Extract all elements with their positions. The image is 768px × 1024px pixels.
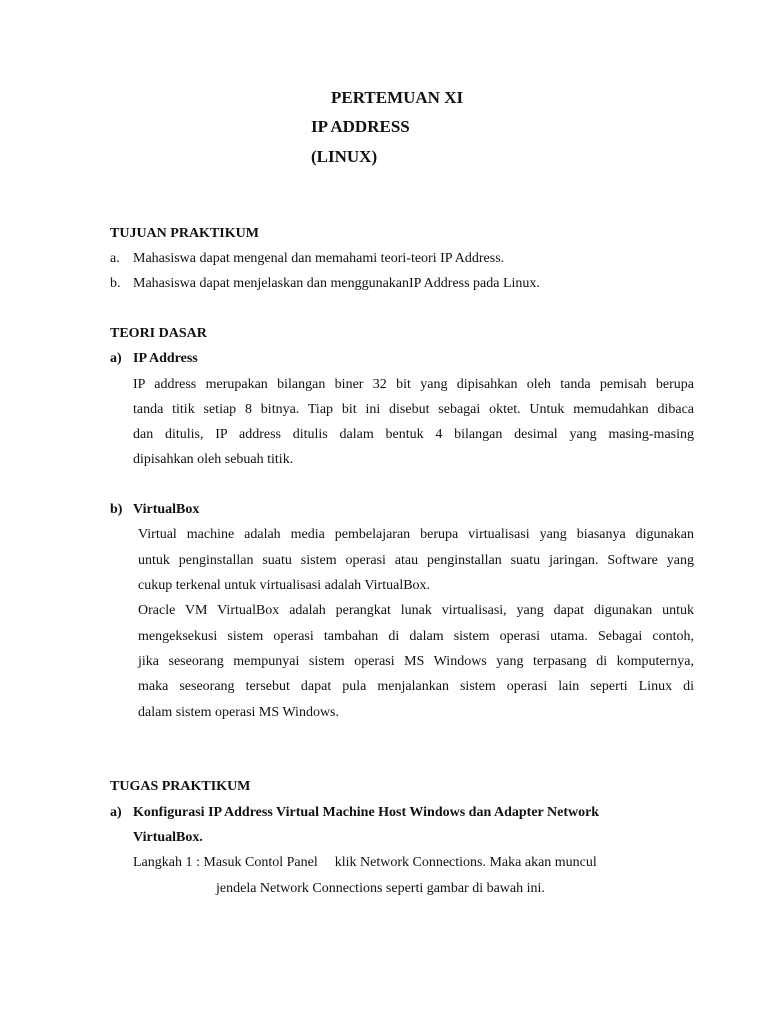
ip-address-paragraph-line: tanda titik setiap 8 bitnya. Tiap bit ini disebut sebagai oktet. Untuk memudahkan dibaca <box>133 402 694 417</box>
tujuan-heading: TUJUAN PRAKTIKUM <box>110 226 259 241</box>
tujuan-item-a-text: Mahasiswa dapat mengenal dan memahami teori-teori IP Address. <box>133 251 505 266</box>
virtualbox-paragraph-line: Oracle VM VirtualBox adalah perangkat lunak virtualisasi, yang dapat digunakan untuk <box>138 603 694 618</box>
ip-address-paragraph-line: IP address merupakan bilangan biner 32 bit yang dipisahkan oleh tanda pemisah berupa <box>133 377 694 392</box>
ip-address-paragraph-line: dan ditulis, IP address ditulis dalam bentuk 4 bilangan desimal yang masing-masing <box>133 427 694 442</box>
tujuan-item-b-marker: b. <box>110 276 121 291</box>
tugas-item-a-title-line-1: Konfigurasi IP Address Virtual Machine Host Windows dan Adapter Network <box>133 805 600 820</box>
langkah-1-text-before: Masuk Contol Panel <box>203 855 322 870</box>
langkah-1-line-2: jendela Network Connections seperti gambar di bawah ini. <box>216 881 545 896</box>
langkah-1-separator: : <box>192 855 204 870</box>
langkah-1-text-after: klik Network Connections. Maka akan muncul <box>331 855 597 870</box>
tujuan-item-b-text: Mahasiswa dapat menjelaskan dan menggunakanIP Address pada Linux. <box>133 276 540 291</box>
virtualbox-paragraph-line: jika seseorang mempunyai sistem operasi MS Windows yang terpasang di komputernya, <box>138 654 694 669</box>
virtualbox-paragraph-line: Virtual machine adalah media pembelajaran berupa virtualisasi yang biasanya digunakan <box>138 527 694 542</box>
tugas-item-a-title-line-2: VirtualBox. <box>133 830 203 845</box>
ip-address-title: IP Address <box>133 351 198 366</box>
virtualbox-paragraph-line: maka seseorang tersebut dapat pula menjalankan sistem operasi lain seperti Linux di <box>138 679 694 694</box>
tugas-item-a-marker: a) <box>110 805 122 820</box>
page-title-line-1: PERTEMUAN XI <box>331 88 464 107</box>
langkah-1-line <box>133 854 597 872</box>
langkah-1-label: Langkah 1 <box>133 855 193 870</box>
ip-address-paragraph-line: dipisahkan oleh sebuah titik. <box>133 452 294 467</box>
tujuan-item-a-marker: a. <box>110 251 120 266</box>
virtualbox-paragraph-line: cukup terkenal untuk virtualisasi adalah VirtualBox. <box>138 578 431 593</box>
virtualbox-paragraph-line: mengeksekusi sistem operasi tambahan di dalam sistem operasi utama. Sebagai contoh, <box>138 629 694 644</box>
teori-heading: TEORI DASAR <box>110 326 207 341</box>
tugas-heading: TUGAS PRAKTIKUM <box>110 779 251 794</box>
virtualbox-paragraph-line: untuk penginstallan suatu sistem operasi atau penginstallan suatu jaringan. Software yang <box>138 553 694 568</box>
virtualbox-marker: b) <box>110 502 123 517</box>
page-title-line-2: IP ADDRESS <box>311 117 410 136</box>
page-title-line-3: (LINUX) <box>311 147 378 166</box>
virtualbox-title: VirtualBox <box>133 502 200 517</box>
ip-address-marker: a) <box>110 351 122 366</box>
virtualbox-paragraph-line: dalam sistem operasi MS Windows. <box>138 705 339 720</box>
